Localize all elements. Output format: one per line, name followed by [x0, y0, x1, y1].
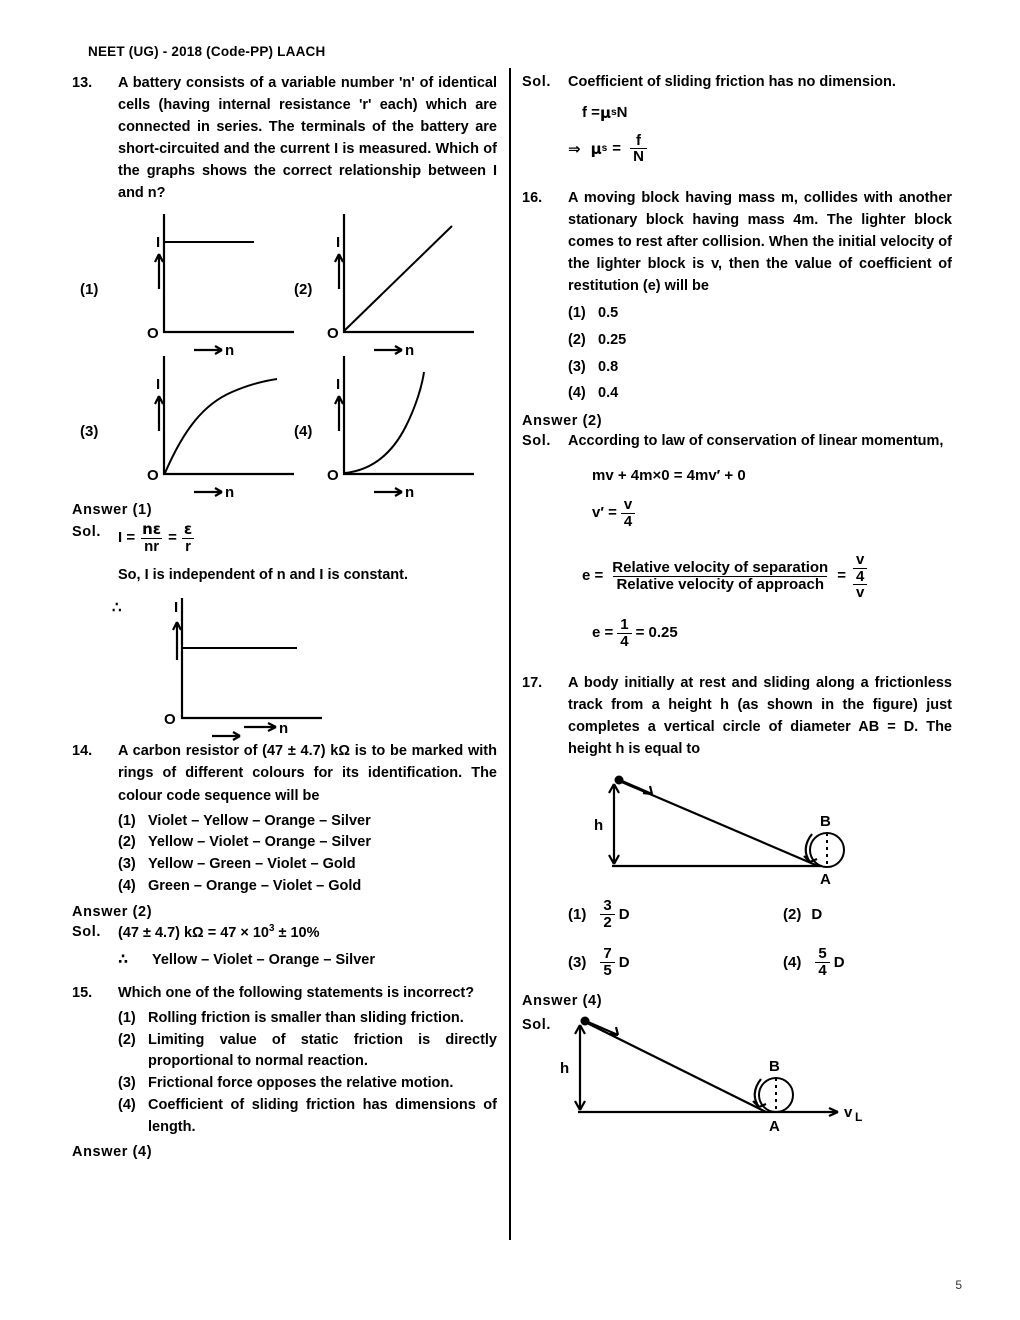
- q17-opt4-num-val: 5: [818, 945, 827, 963]
- q13-frac1-num: nε: [142, 520, 162, 539]
- question-17-figure: [522, 768, 952, 888]
- question-15-sol-eq1: [582, 102, 952, 125]
- question-13-graph-grid: [72, 214, 497, 502]
- question-15-sol-eq2: [568, 133, 952, 166]
- q13-frac2-den: r: [182, 538, 194, 555]
- question-17-options-row-2: [522, 946, 952, 979]
- q15-opt2-label: Limiting value of static friction is directly proportional to normal reaction.: [148, 1031, 497, 1070]
- q14-opt4-num: (4): [118, 877, 136, 894]
- q16-vprime-den: 4: [621, 513, 635, 530]
- q16-e-rnum: [850, 552, 870, 585]
- question-16-eq-final: [592, 617, 952, 650]
- q14-opt2-num: (2): [118, 834, 136, 851]
- q17-sol-figure-svg: [560, 1015, 928, 1150]
- q16-e-rnum-den: 4: [853, 568, 867, 585]
- q14-sol-a: (47 ± 4.7) kΩ = 47 × 10: [118, 924, 269, 941]
- q16-final-rhs: = 0.25: [635, 624, 678, 642]
- graphs-svg: [72, 214, 492, 502]
- question-14-option-4[interactable]: [118, 876, 497, 898]
- question-16-eq-momentum: mv + 4m×0 = 4mv′ + 0: [592, 466, 746, 484]
- q17-figure-svg: [522, 768, 922, 888]
- question-16-sol-label: Sol.: [522, 433, 551, 450]
- page-number: 5: [955, 1278, 962, 1292]
- q13-frac2-num: ε: [183, 520, 193, 539]
- question-14-option-2[interactable]: [118, 832, 497, 854]
- q17-sol-label-v: v: [844, 1103, 853, 1121]
- q15-eq2-num: f: [635, 131, 641, 149]
- question-15-option-1[interactable]: [118, 1008, 497, 1030]
- q13-eq-mid: =: [168, 529, 177, 547]
- question-14-sol-line1: [118, 922, 497, 945]
- question-17-text: A body initially at rest and sliding along a frictionless track from a height h (as shown in the figure) just completes a vertical circle of diameter AB = D. The height h is equal to: [568, 674, 952, 757]
- q15-opt3-label: Frictional force opposes the relative motion.: [148, 1075, 454, 1092]
- question-17-sol-figure: [560, 1015, 928, 1150]
- q16-opt4-label: 0.4: [598, 385, 619, 402]
- q16-opt3-label: 0.8: [598, 358, 619, 375]
- q16-e-lhs: e =: [582, 567, 604, 585]
- question-13-number: 13.: [72, 75, 93, 91]
- question-16-option-4[interactable]: [568, 383, 952, 405]
- question-16-option-1[interactable]: [568, 303, 952, 325]
- question-17-answer: Answer (4): [522, 992, 603, 1009]
- q16-vprime-frac: [621, 497, 635, 530]
- graph2-y-label: I: [336, 234, 341, 252]
- q13-frac1-den: nr: [141, 538, 162, 555]
- q15-eq2-mu: μ: [590, 139, 602, 158]
- question-13-sol-label: Sol.: [72, 524, 101, 541]
- graph1-origin: O: [147, 325, 159, 343]
- question-16-answer: Answer (2): [522, 413, 603, 430]
- question-17-number: 17.: [522, 674, 543, 691]
- question-15-option-3[interactable]: [118, 1073, 497, 1095]
- question-14-option-1[interactable]: [118, 811, 497, 833]
- q15-eq1-f: f =: [582, 103, 600, 121]
- q16-opt3-num: (3): [568, 358, 586, 375]
- q14-opt1-label: Violet – Yellow – Orange – Silver: [148, 812, 371, 829]
- q15-opt3-num: (3): [118, 1075, 136, 1092]
- question-17: [522, 672, 952, 760]
- graph-option-1-label: (1): [80, 281, 99, 299]
- q16-opt1-num: (1): [568, 305, 586, 322]
- graph2-x-label: n: [405, 342, 415, 360]
- q16-opt2-label: 0.25: [598, 331, 627, 348]
- graph-option-4-label: (4): [294, 423, 313, 441]
- sol-graph-svg: [72, 590, 492, 730]
- question-16-option-3[interactable]: [568, 357, 952, 379]
- q14-opt1-num: (1): [118, 812, 136, 829]
- q15-opt2-num: (2): [118, 1031, 136, 1048]
- q16-final-den: 4: [617, 633, 631, 650]
- q13-frac-2: [181, 522, 195, 555]
- q15-opt1-num: (1): [118, 1009, 136, 1026]
- q17-sol-label-B: B: [769, 1057, 780, 1075]
- question-15-solution: [522, 72, 952, 94]
- q16-e-den: Relative velocity of approach: [613, 576, 827, 593]
- right-column: [522, 72, 952, 1150]
- question-13-solution: [72, 522, 497, 555]
- solgraph-x-axis-arrow: [242, 717, 302, 737]
- question-16-sol-text: According to law of conservation of linear momentum,: [568, 433, 944, 450]
- question-17-sol-label: Sol.: [522, 1016, 551, 1033]
- question-13-text: A battery consists of a variable number 'n' of identical cells (having internal resistance 'r' each) which are connected in series. The terminals of the battery are short-circuited and the current I is measured. Which of the graphs shows the correct relationship between I and n?: [118, 75, 497, 202]
- therefore-symbol: ∴: [112, 599, 122, 617]
- q15-eq2-sub: s: [601, 143, 608, 155]
- q15-eq2-eq: =: [612, 139, 622, 157]
- question-14-number: 14.: [72, 743, 93, 760]
- left-column: [72, 72, 497, 1162]
- q13-eq-lhs: I =: [118, 529, 136, 547]
- q16-e-rfrac: [850, 552, 870, 601]
- q17-opt1-den-val: 2: [600, 914, 614, 931]
- question-16-text: A moving block having mass m, collides with another stationary block having mass 4m. The lighter block comes to rest after collision. When the initial velocity of the lighter block is v, then the value of coefficient of restitution (e) will be: [568, 190, 952, 295]
- question-14: [72, 740, 497, 806]
- question-15-number: 15.: [72, 984, 93, 1001]
- q16-e-eq: =: [837, 567, 846, 585]
- q15-opt1-label: Rolling friction is smaller than sliding friction.: [148, 1009, 464, 1026]
- question-15: [72, 982, 497, 1004]
- graph4-y-label: I: [336, 376, 341, 394]
- q16-vprime-lhs: v′ =: [592, 504, 617, 522]
- graph3-y-label: I: [156, 376, 161, 394]
- q14-sol-exp: 3: [268, 922, 275, 934]
- question-15-text: Which one of the following statements is incorrect?: [118, 984, 475, 1001]
- question-14-answer: Answer (2): [72, 903, 153, 920]
- q14-opt4-label: Green – Orange – Violet – Gold: [148, 877, 362, 894]
- question-14-solution: [72, 922, 497, 945]
- q17-opt2-label: D: [811, 905, 823, 923]
- q14-sol-b: ± 10%: [274, 924, 320, 941]
- q17-opt3-frac: [600, 946, 614, 979]
- q16-e-rnum-frac: [853, 552, 867, 585]
- q17-sol-label-v-sub: L: [855, 1109, 863, 1124]
- question-15-sol-label: Sol.: [522, 74, 551, 90]
- q16-opt4-num: (4): [568, 385, 586, 402]
- question-17-option-4[interactable]: [783, 946, 952, 979]
- graph1-y-label: I: [156, 234, 161, 252]
- q14-sol-conclusion: Yellow – Violet – Orange – Silver: [152, 952, 375, 969]
- question-15-answer: Answer (4): [72, 1144, 153, 1161]
- q17-opt3-den-val: 5: [600, 962, 614, 979]
- q17-opt4-suffix: D: [833, 954, 845, 972]
- question-14-text: A carbon resistor of (47 ± 4.7) kΩ is to be marked with rings of different colours for its identification. The colour code sequence will be: [118, 743, 497, 804]
- question-16-solution: [522, 431, 952, 453]
- question-13: [72, 72, 497, 204]
- question-13-sol-graph: [72, 590, 497, 738]
- q13-frac-1: [139, 522, 164, 555]
- question-16: [522, 187, 952, 297]
- q17-label-A: A: [820, 870, 831, 888]
- q17-label-h: h: [594, 816, 604, 834]
- q15-opt4-label: Coefficient of sliding friction has dimensions of length.: [148, 1096, 497, 1135]
- q17-sol-label-h: h: [560, 1059, 570, 1077]
- graph-option-2-label: (2): [294, 281, 313, 299]
- q15-eq1-N: N: [616, 103, 628, 121]
- graph-option-3-label: (3): [80, 423, 99, 441]
- q16-e-frac: [609, 560, 831, 593]
- question-14-option-3[interactable]: [118, 854, 497, 876]
- question-16-option-2[interactable]: [568, 330, 952, 352]
- column-divider: [509, 68, 511, 1240]
- question-17-options-row-1: [522, 898, 952, 931]
- q17-label-B: B: [820, 812, 831, 830]
- question-17-option-3[interactable]: [568, 946, 783, 979]
- question-15-option-4[interactable]: [118, 1095, 497, 1139]
- q15-eq2-den: N: [630, 148, 647, 165]
- q16-final-lhs: e =: [592, 624, 614, 642]
- graph3-x-label: n: [225, 484, 235, 502]
- q17-opt3-num-val: 7: [603, 945, 612, 963]
- q17-opt1-suffix: D: [618, 905, 630, 923]
- graph4-x-label: n: [405, 484, 415, 502]
- q16-e-rnum-num: v: [855, 550, 865, 568]
- q14-opt2-label: Yellow – Violet – Orange – Silver: [148, 834, 371, 851]
- q17-opt4-den-val: 4: [815, 962, 829, 979]
- solgraph-origin: O: [164, 711, 176, 729]
- question-13-sol-equation: [118, 522, 497, 555]
- svg-text:n: n: [279, 720, 289, 738]
- q17-sol-label-A: A: [769, 1117, 780, 1135]
- q16-e-rden: v: [853, 584, 867, 601]
- q16-e-num: Relative velocity of separation: [612, 559, 829, 577]
- q15-eq2-arrow: ⇒: [568, 139, 581, 158]
- question-16-eq-e: [582, 552, 952, 601]
- graph2-origin: O: [327, 325, 339, 343]
- q15-eq1-sub: s: [610, 107, 617, 119]
- q15-opt4-num: (4): [118, 1096, 136, 1113]
- q17-opt1-frac: [600, 898, 614, 931]
- page-header-title: NEET (UG) - 2018 (Code-PP) LAACH: [88, 44, 326, 59]
- question-15-sol-text: Coefficient of sliding friction has no dimension.: [568, 74, 896, 90]
- question-14-sol-line2: [118, 950, 497, 972]
- q14-opt3-label: Yellow – Green – Violet – Gold: [148, 856, 356, 873]
- q16-opt1-label: 0.5: [598, 305, 619, 322]
- q17-opt2-num: (2): [783, 905, 802, 923]
- graph1-x-label: n: [225, 342, 235, 360]
- question-13-answer: Answer (1): [72, 502, 153, 519]
- question-17-solution: [522, 1015, 952, 1150]
- question-13-sol-text: So, I is independent of n and I is constant.: [118, 566, 409, 583]
- q16-opt2-num: (2): [568, 331, 586, 348]
- q14-therefore-symbol: ∴: [118, 952, 129, 969]
- q16-vprime-num: v: [623, 496, 633, 514]
- q17-opt4-num: (4): [783, 954, 802, 972]
- q17-opt1-num: (1): [568, 905, 587, 923]
- q15-eq1-mu: μ: [599, 103, 611, 122]
- q17-opt3-num: (3): [568, 954, 587, 972]
- q15-eq2-frac: [630, 133, 647, 166]
- question-16-eq-vprime: [592, 497, 952, 530]
- solgraph-y-label: I: [174, 599, 179, 617]
- q14-opt3-num: (3): [118, 856, 136, 873]
- q17-opt3-suffix: D: [618, 954, 630, 972]
- question-14-sol-label: Sol.: [72, 923, 101, 940]
- graph4-origin: O: [327, 467, 339, 485]
- q17-opt4-frac: [815, 946, 829, 979]
- question-17-option-1[interactable]: [568, 898, 783, 931]
- question-17-option-2[interactable]: [783, 898, 952, 931]
- question-16-number: 16.: [522, 190, 543, 206]
- graph3-origin: O: [147, 467, 159, 485]
- q16-final-frac: [617, 617, 631, 650]
- question-15-option-2[interactable]: [118, 1030, 497, 1074]
- q16-final-num: 1: [620, 616, 629, 634]
- q17-opt1-num-val: 3: [603, 896, 612, 914]
